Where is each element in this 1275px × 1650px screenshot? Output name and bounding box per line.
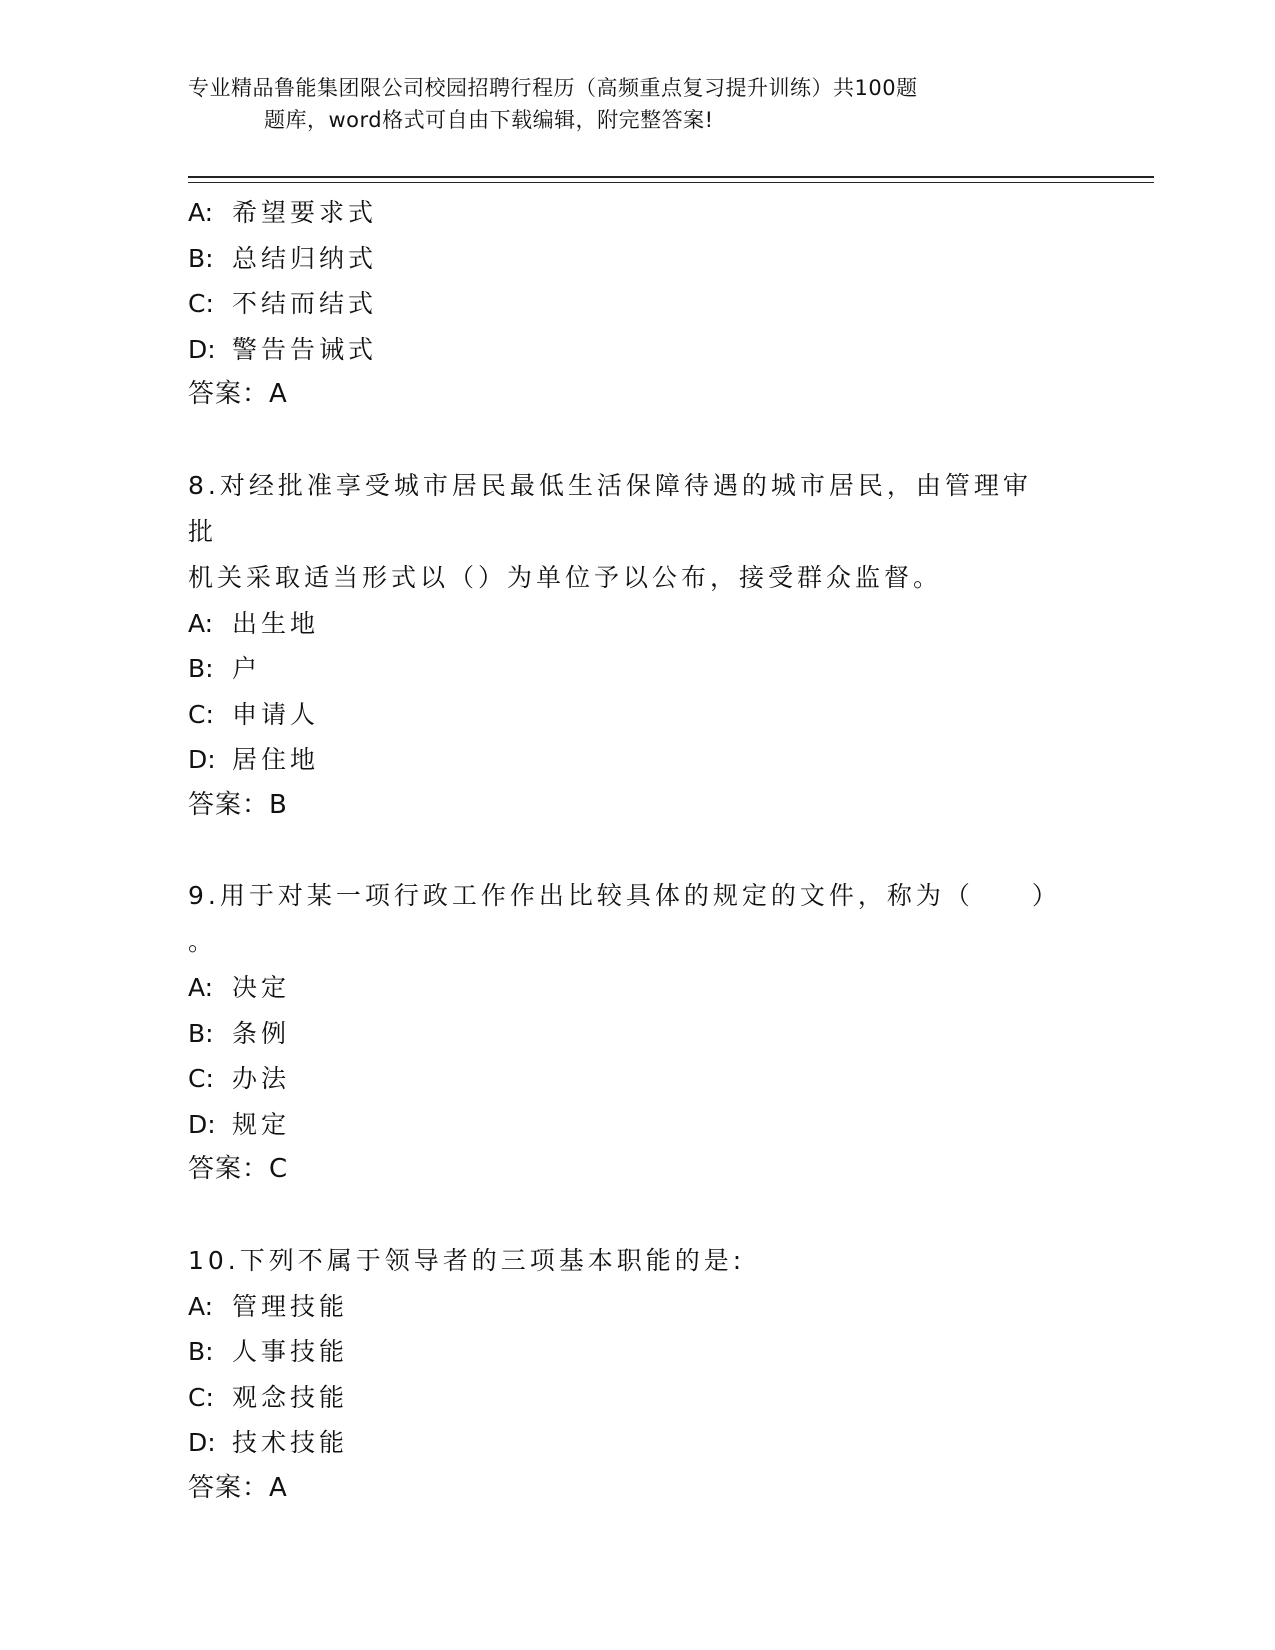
question-list [188, 190, 1088, 1511]
option-letter: B: [188, 1337, 214, 1366]
option-text: 管理技能 [232, 1291, 349, 1321]
option-text: 不结而结式 [232, 289, 378, 318]
option-letter: A: [188, 198, 214, 227]
option-b [188, 1329, 1088, 1375]
option-letter: D: [188, 334, 216, 364]
question-text-line2: 。 [188, 927, 218, 956]
answer-line: 答案：A [188, 379, 288, 409]
option-letter: A: [188, 608, 214, 638]
option-b [188, 1011, 1088, 1057]
option-a [188, 190, 1088, 236]
option-text: 申请人 [232, 699, 320, 729]
answer-line: 答案：A [188, 1472, 288, 1503]
header-divider-thick [188, 176, 1154, 178]
option-letter: D: [188, 1428, 216, 1457]
question-text-line1: 9.用于对某一项行政工作作出比较具体的规定的文件，称为（ ） [188, 881, 1061, 910]
option-d [188, 327, 1088, 373]
option-a [188, 601, 1088, 647]
option-c [188, 281, 1088, 327]
option-text: 户 [232, 654, 262, 683]
option-letter: B: [188, 243, 214, 273]
header-title-line1: 专业精品鲁能集团限公司校园招聘行程历（高频重点复习提升训练）共100题 [188, 76, 918, 100]
option-letter: C: [188, 1064, 214, 1093]
option-letter: B: [188, 1018, 214, 1048]
option-a [188, 1284, 1088, 1330]
option-text: 规定 [232, 1109, 291, 1139]
option-text: 办法 [232, 1064, 291, 1093]
option-a [188, 965, 1088, 1011]
question-10 [188, 1238, 1088, 1512]
option-text: 希望要求式 [232, 198, 378, 227]
question-9 [188, 873, 1088, 1193]
option-b [188, 236, 1088, 282]
question-8 [188, 463, 1088, 829]
question-text-line1: 10.下列不属于领导者的三项基本职能的是: [188, 1245, 746, 1275]
option-d [188, 1102, 1088, 1148]
answer-line: 答案：C [188, 1154, 289, 1184]
option-text: 人事技能 [232, 1337, 349, 1366]
option-c [188, 1056, 1088, 1102]
option-letter: D: [188, 1109, 216, 1139]
option-c [188, 692, 1088, 738]
option-letter: C: [188, 289, 214, 318]
option-d [188, 1420, 1088, 1466]
option-letter: C: [188, 699, 214, 729]
option-letter: C: [188, 1382, 214, 1412]
option-text: 条例 [232, 1018, 291, 1048]
header-divider-thin [188, 182, 1154, 183]
option-letter: D: [188, 745, 216, 774]
option-text: 技术技能 [232, 1428, 349, 1457]
option-text: 决定 [232, 973, 291, 1002]
option-d [188, 737, 1088, 783]
option-text: 观念技能 [232, 1382, 349, 1412]
header-title-line2: 题库，word格式可自由下载编辑，附完整答案! [264, 108, 714, 132]
question-7 [188, 190, 1088, 418]
option-text: 总结归纳式 [232, 243, 378, 273]
option-text: 出生地 [232, 608, 320, 638]
option-letter: A: [188, 973, 214, 1002]
option-c [188, 1375, 1088, 1421]
option-text: 警告告诫式 [232, 334, 378, 364]
document-header [188, 72, 1048, 136]
answer-line: 答案：B [188, 789, 288, 820]
option-letter: B: [188, 654, 214, 683]
question-text-line2: 机关采取适当形式以（）为单位予以公布，接受群众监督。 [188, 562, 943, 592]
option-text: 居住地 [232, 745, 320, 774]
option-b [188, 646, 1088, 692]
option-letter: A: [188, 1291, 214, 1321]
question-text-line1: 8.对经批准享受城市居民最低生活保障待遇的城市居民，由管理审批 [188, 470, 1032, 546]
